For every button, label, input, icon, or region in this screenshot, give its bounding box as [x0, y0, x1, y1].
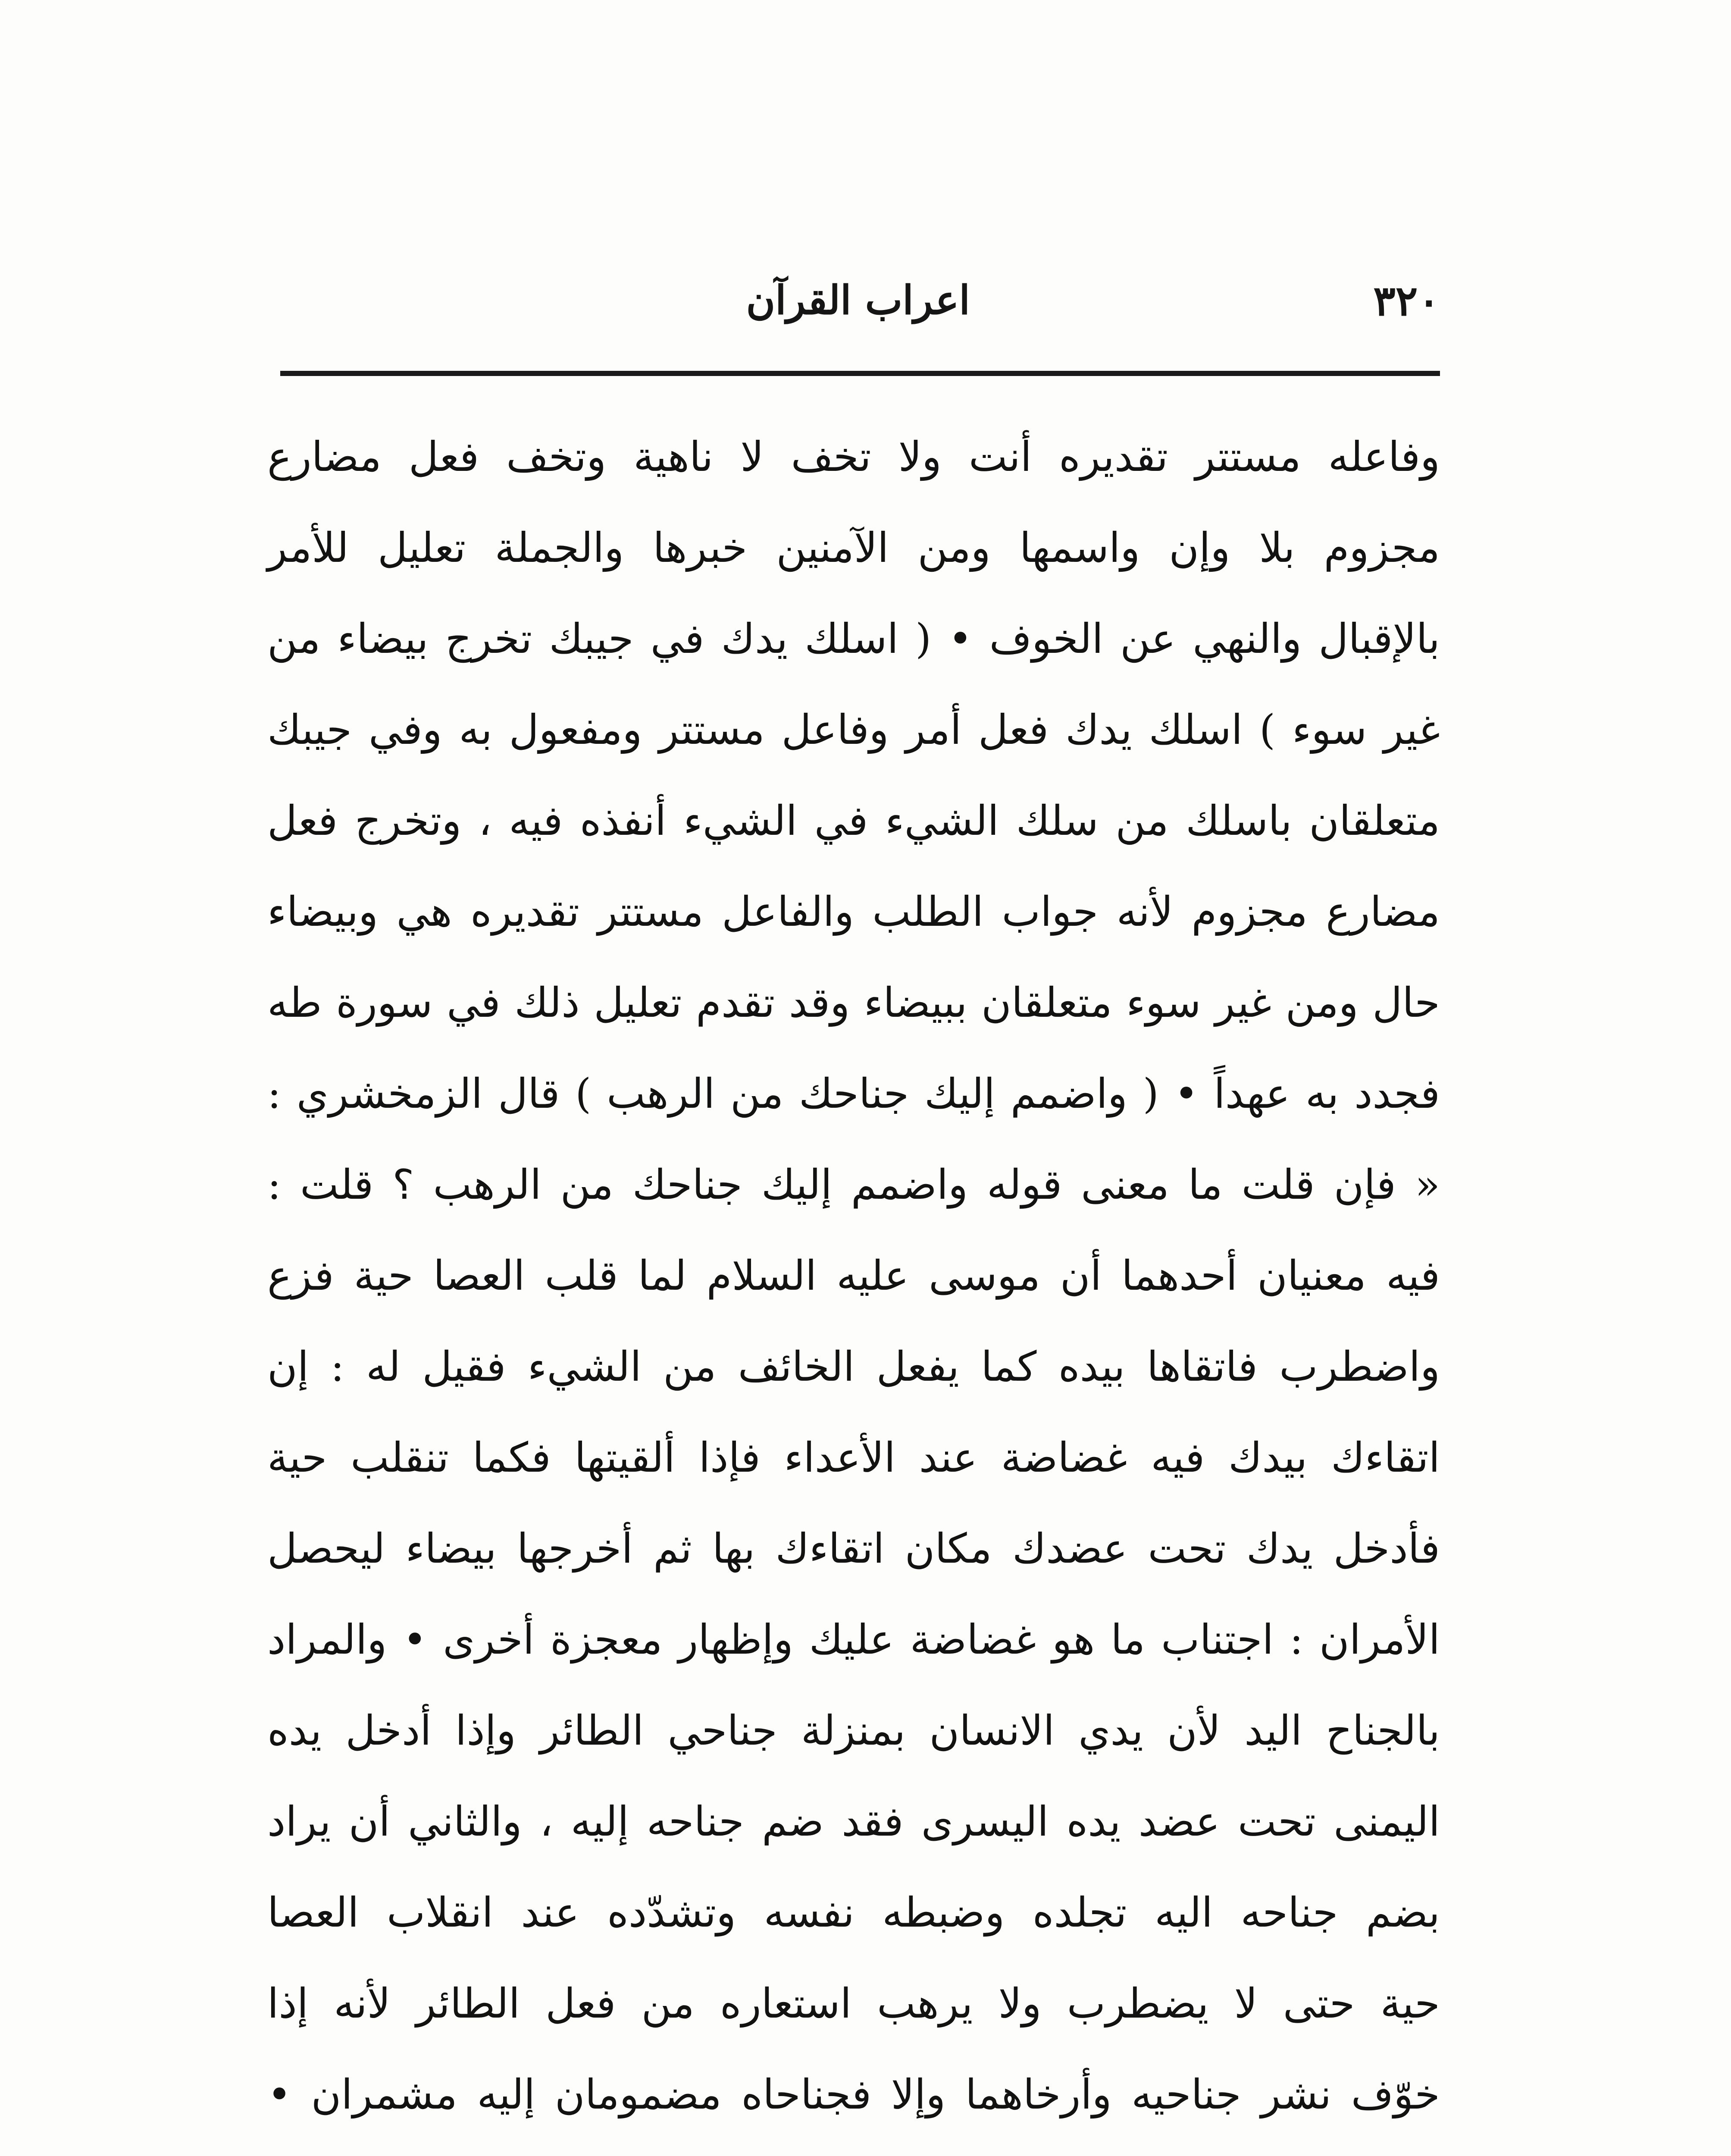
- text-line: غير سوء ) اسلك يدك فعل أمر وفاعل مستتر ومفعول به وفي جيبك: [267, 706, 1440, 754]
- text-line: وفاعله مستتر تقديره أنت ولا تخف لا ناهية وتخف فعل مضارع: [267, 433, 1440, 481]
- text-line: اليمنى تحت عضد يده اليسرى فقد ضم جناحه إليه ، والثاني أن يراد: [267, 1798, 1440, 1846]
- text-line: حال ومن غير سوء متعلقان ببيضاء وقد تقدم تعليل ذلك في سورة طه: [267, 979, 1440, 1027]
- text-line: « فإن قلت ما معنى قوله واضمم إليك جناحك من الرهب ؟ قلت :: [267, 1161, 1440, 1209]
- text-line: بالإقبال والنهي عن الخوف • ( اسلك يدك في جيبك تخرج بيضاء من: [267, 615, 1440, 663]
- page-number: ٣٢٠: [1373, 276, 1440, 325]
- text-line: فيه معنيان أحدهما أن موسى عليه السلام لما قلب العصا حية فزع: [267, 1252, 1440, 1300]
- text-line: بضم جناحه اليه تجلده وضبطه نفسه وتشدّده عند انقلاب العصا: [267, 1889, 1440, 1937]
- text-line: فجدد به عهداً • ( واضمم إليك جناحك من الرهب ) قال الزمخشري :: [267, 1070, 1440, 1118]
- text-line: مضارع مجزوم لأنه جواب الطلب والفاعل مستتر تقديره هي وبيضاء: [267, 888, 1440, 936]
- body-text: [267, 412, 1440, 2156]
- header-rule: [280, 371, 1440, 376]
- text-line: حية حتى لا يضطرب ولا يرهب استعاره من فعل الطائر لأنه إذا: [267, 1980, 1440, 2028]
- text-line: اتقاءك بيدك فيه غضاضة عند الأعداء فإذا ألقيتها فكما تنقلب حية: [267, 1434, 1440, 1482]
- text-line: فأدخل يدك تحت عضدك مكان اتقاءك بها ثم أخرجها بيضاء ليحصل: [267, 1525, 1440, 1573]
- text-line: متعلقان باسلك من سلك الشيء في الشيء أنفذه فيه ، وتخرج فعل: [267, 797, 1440, 845]
- text-line: [267, 2140, 1440, 2156]
- text-line: بالجناح اليد لأن يدي الانسان بمنزلة جناحي الطائر وإذا أدخل يده: [267, 1707, 1440, 1755]
- text-line: الأمران : اجتناب ما هو غضاضة عليك وإظهار معجزة أخرى • والمراد: [267, 1616, 1440, 1664]
- text-line: واضطرب فاتقاها بيده كما يفعل الخائف من الشيء فقيل له : إن: [267, 1343, 1440, 1391]
- text-line: مجزوم بلا وإن واسمها ومن الآمنين خبرها والجملة تعليل للأمر: [267, 524, 1440, 572]
- running-title: اعراب القرآن: [746, 277, 970, 323]
- text-line: خوّف نشر جناحيه وأرخاهما وإلا فجناحاه مضمومان إليه مشمران •: [267, 2071, 1440, 2118]
- page-header: [280, 276, 1440, 345]
